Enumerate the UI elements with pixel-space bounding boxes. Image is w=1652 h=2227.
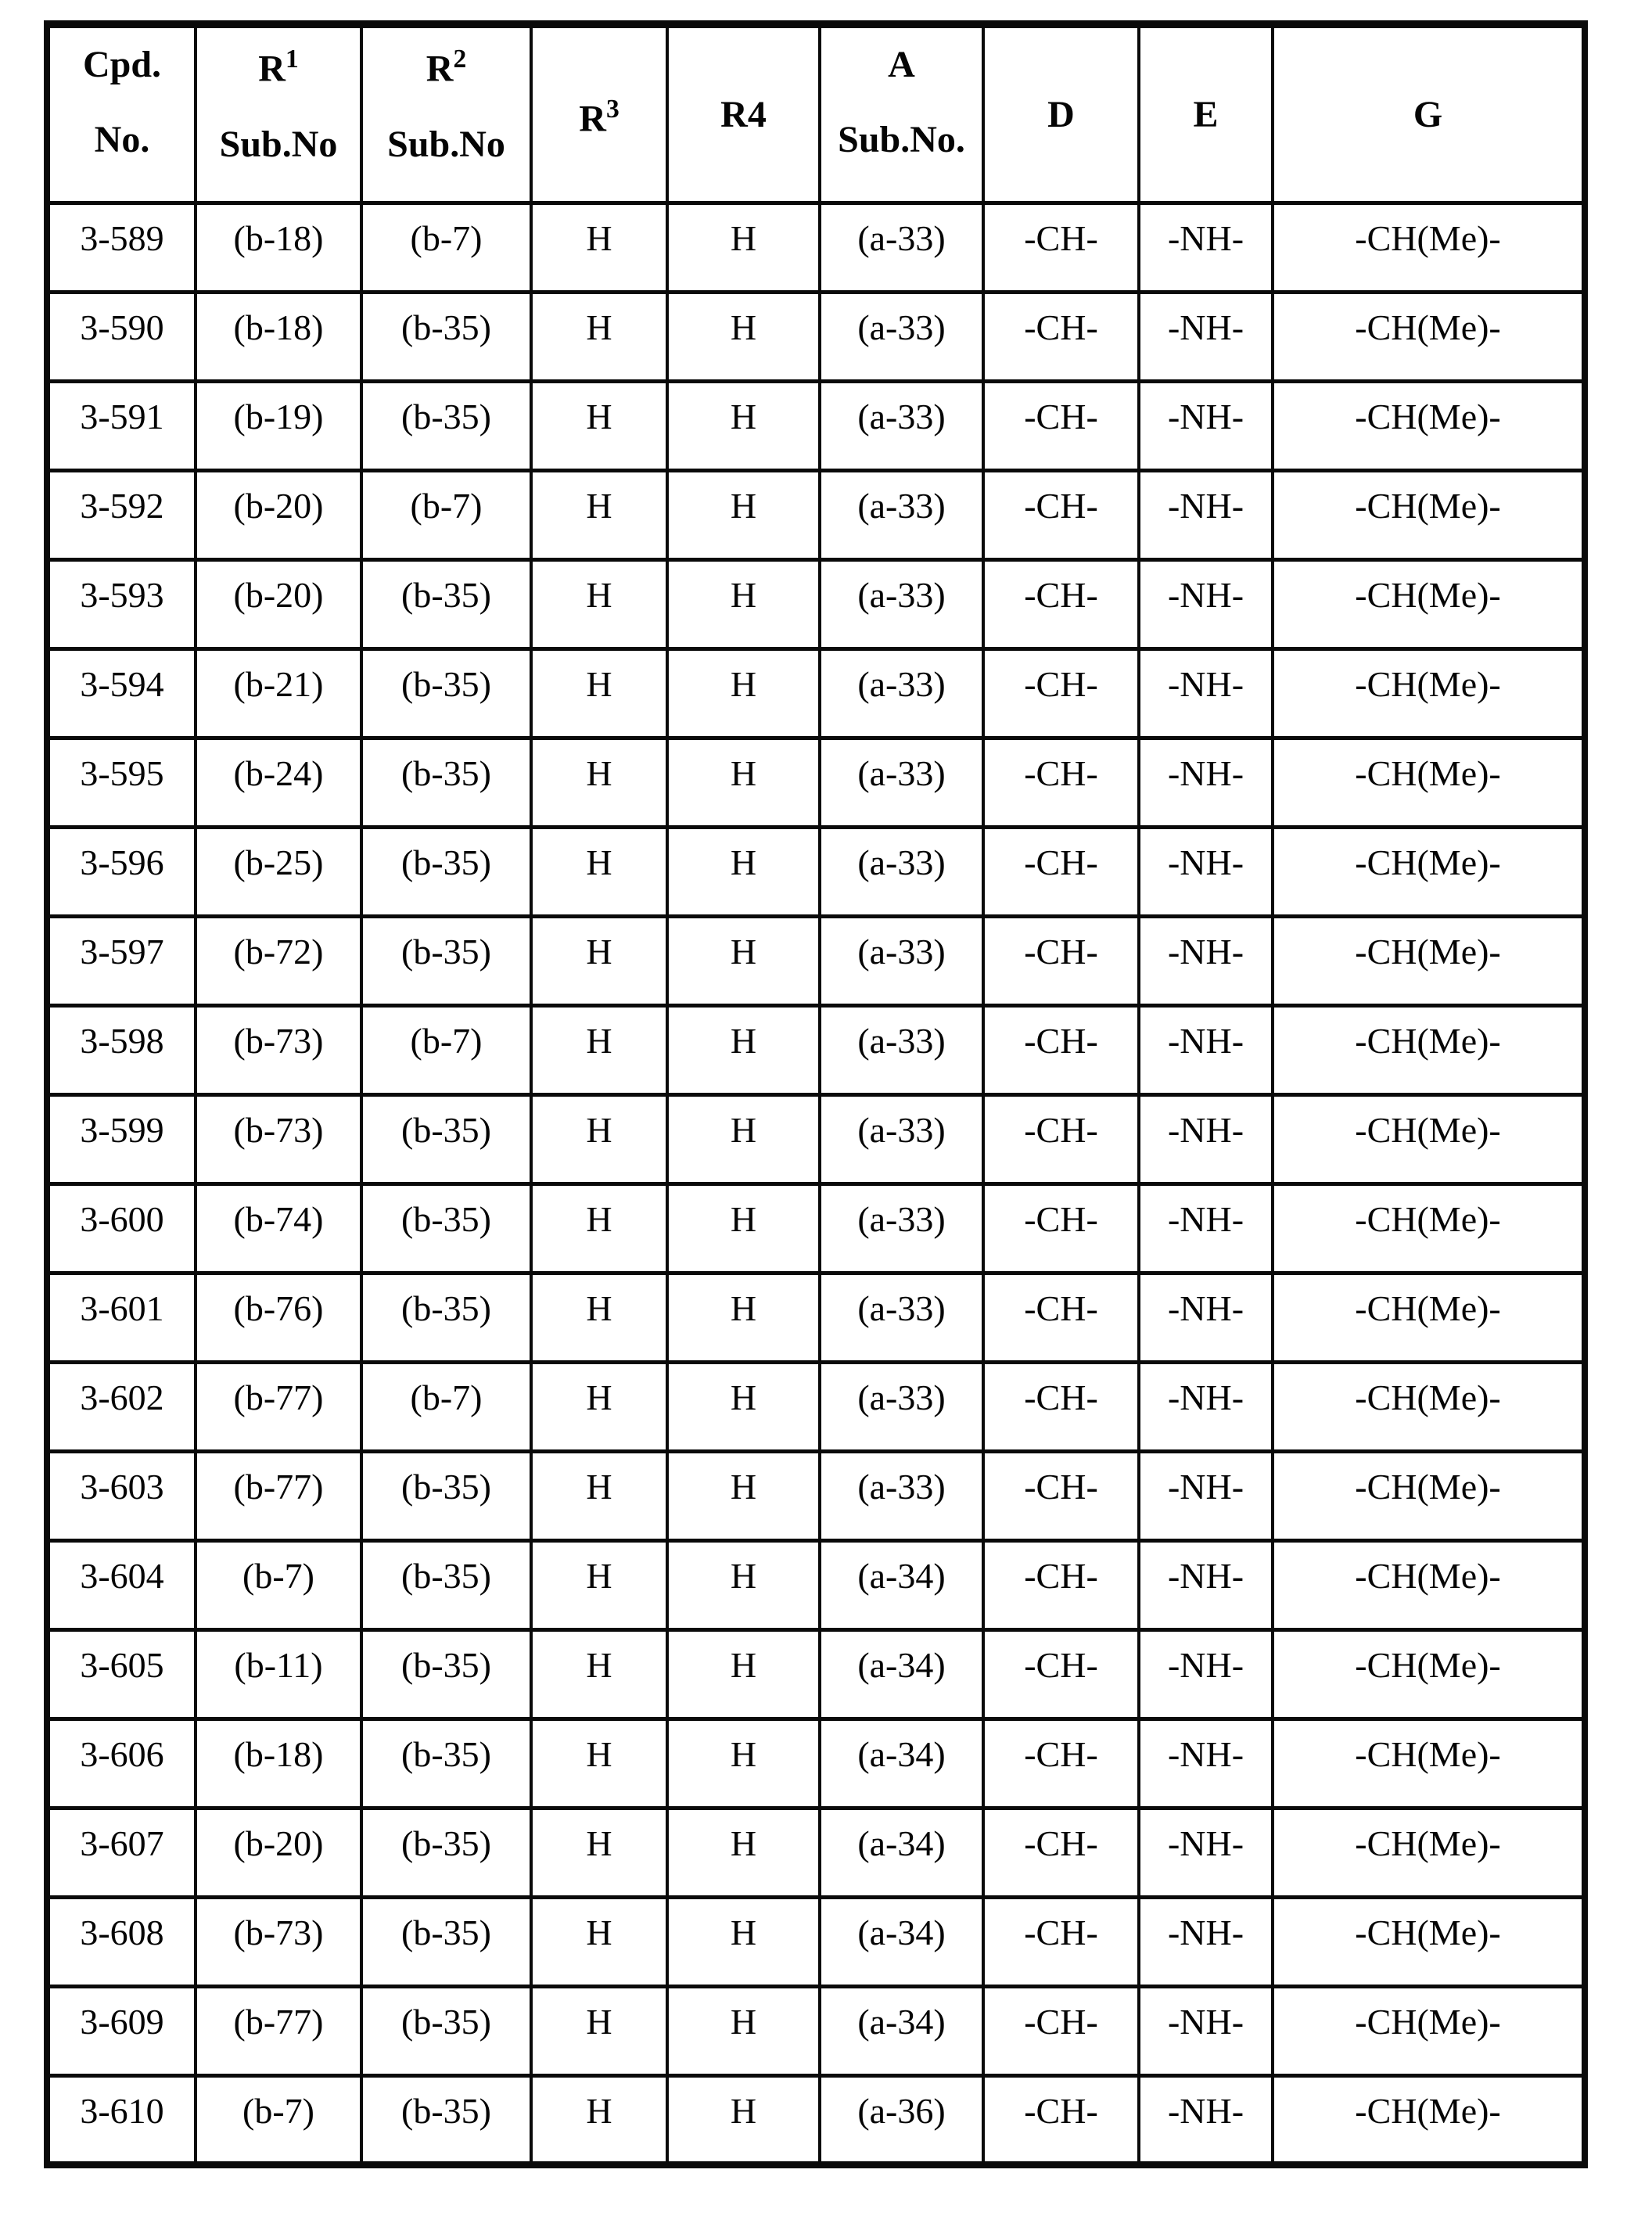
cell-d: -CH- xyxy=(983,1719,1139,1808)
cell-r2-sub-no: (b-7) xyxy=(361,203,531,292)
cell-cpd-no: 3-606 xyxy=(47,1719,196,1808)
header-line2: Sub.No xyxy=(219,123,338,165)
cell-g: -CH(Me)- xyxy=(1273,1719,1585,1808)
cell-g: -CH(Me)- xyxy=(1273,381,1585,470)
cell-d: -CH- xyxy=(983,1094,1139,1184)
cell-r2-sub-no: (b-7) xyxy=(361,470,531,559)
table-row xyxy=(47,1986,1585,2075)
cell-r2-sub-no: (b-35) xyxy=(361,1897,531,1986)
cell-a-sub-no: (a-34) xyxy=(820,1808,983,1897)
cell-e: -NH- xyxy=(1139,1986,1273,2075)
header-line1 xyxy=(1275,95,1581,135)
cell-g: -CH(Me)- xyxy=(1273,1808,1585,1897)
cell-d: -CH- xyxy=(983,381,1139,470)
header-label-text: R4 xyxy=(720,94,767,135)
cell-e: -NH- xyxy=(1139,916,1273,1005)
cell-g: -CH(Me)- xyxy=(1273,2075,1585,2164)
table-row xyxy=(47,827,1585,916)
cell-d: -CH- xyxy=(983,1184,1139,1273)
header-line1 xyxy=(670,95,817,135)
cell-r3: H xyxy=(531,470,667,559)
table-row xyxy=(47,1362,1585,1451)
cell-r2-sub-no: (b-7) xyxy=(361,1362,531,1451)
cell-r4: H xyxy=(667,1629,820,1719)
cell-cpd-no: 3-605 xyxy=(47,1629,196,1719)
cell-r4: H xyxy=(667,1540,820,1629)
header-label-text: Cpd. xyxy=(82,44,162,85)
cell-r1-sub-no: (b-73) xyxy=(196,1094,361,1184)
cell-r4: H xyxy=(667,470,820,559)
header-superscript: 3 xyxy=(605,95,620,124)
cell-cpd-no: 3-610 xyxy=(47,2075,196,2164)
cell-a-sub-no: (a-33) xyxy=(820,1005,983,1094)
cell-r1-sub-no: (b-72) xyxy=(196,916,361,1005)
cell-r2-sub-no: (b-35) xyxy=(361,559,531,648)
table-row xyxy=(47,381,1585,470)
cell-r3: H xyxy=(531,1629,667,1719)
cell-d: -CH- xyxy=(983,1986,1139,2075)
cell-cpd-no: 3-592 xyxy=(47,470,196,559)
col-header-cpd-no xyxy=(47,24,196,203)
cell-r4: H xyxy=(667,1451,820,1540)
header-line1 xyxy=(51,45,193,84)
table-row xyxy=(47,1897,1585,1986)
cell-d: -CH- xyxy=(983,1540,1139,1629)
col-header-e xyxy=(1139,24,1273,203)
cell-g: -CH(Me)- xyxy=(1273,470,1585,559)
col-header-r2-sub-no xyxy=(361,24,531,203)
header-line1 xyxy=(198,45,359,89)
cell-cpd-no: 3-608 xyxy=(47,1897,196,1986)
cell-r2-sub-no: (b-35) xyxy=(361,381,531,470)
cell-d: -CH- xyxy=(983,1808,1139,1897)
cell-a-sub-no: (a-33) xyxy=(820,292,983,381)
cell-g: -CH(Me)- xyxy=(1273,559,1585,648)
cell-r3: H xyxy=(531,292,667,381)
cell-r1-sub-no: (b-24) xyxy=(196,738,361,827)
cell-d: -CH- xyxy=(983,738,1139,827)
cell-cpd-no: 3-599 xyxy=(47,1094,196,1184)
table-row xyxy=(47,1808,1585,1897)
cell-r1-sub-no: (b-73) xyxy=(196,1897,361,1986)
table-row xyxy=(47,648,1585,738)
cell-r4: H xyxy=(667,381,820,470)
cell-r3: H xyxy=(531,2075,667,2164)
cell-r3: H xyxy=(531,827,667,916)
cell-d: -CH- xyxy=(983,1451,1139,1540)
header-label-text: R xyxy=(579,98,606,140)
cell-r2-sub-no: (b-35) xyxy=(361,1184,531,1273)
cell-e: -NH- xyxy=(1139,2075,1273,2164)
cell-e: -NH- xyxy=(1139,648,1273,738)
col-header-g xyxy=(1273,24,1585,203)
table-row xyxy=(47,203,1585,292)
cell-g: -CH(Me)- xyxy=(1273,1451,1585,1540)
cell-a-sub-no: (a-33) xyxy=(820,1273,983,1362)
cell-r1-sub-no: (b-19) xyxy=(196,381,361,470)
cell-r4: H xyxy=(667,203,820,292)
cell-a-sub-no: (a-33) xyxy=(820,916,983,1005)
cell-e: -NH- xyxy=(1139,1897,1273,1986)
cell-e: -NH- xyxy=(1139,1540,1273,1629)
cell-r1-sub-no: (b-77) xyxy=(196,1986,361,2075)
cell-e: -NH- xyxy=(1139,1808,1273,1897)
cell-r2-sub-no: (b-35) xyxy=(361,1094,531,1184)
cell-r1-sub-no: (b-73) xyxy=(196,1005,361,1094)
cell-r1-sub-no: (b-20) xyxy=(196,559,361,648)
cell-r1-sub-no: (b-77) xyxy=(196,1451,361,1540)
table-body xyxy=(47,203,1585,2164)
cell-r1-sub-no: (b-20) xyxy=(196,1808,361,1897)
table-row xyxy=(47,2075,1585,2164)
cell-g: -CH(Me)- xyxy=(1273,203,1585,292)
table-row xyxy=(47,1629,1585,1719)
cell-r3: H xyxy=(531,1808,667,1897)
cell-r4: H xyxy=(667,1005,820,1094)
col-header-r4 xyxy=(667,24,820,203)
cell-r1-sub-no: (b-77) xyxy=(196,1362,361,1451)
table-row xyxy=(47,559,1585,648)
cell-a-sub-no: (a-33) xyxy=(820,1362,983,1451)
cell-r4: H xyxy=(667,1094,820,1184)
compound-table xyxy=(44,20,1588,2168)
cell-r1-sub-no: (b-7) xyxy=(196,2075,361,2164)
cell-d: -CH- xyxy=(983,292,1139,381)
header-line2: Sub.No xyxy=(387,123,505,165)
cell-cpd-no: 3-609 xyxy=(47,1986,196,2075)
cell-g: -CH(Me)- xyxy=(1273,1986,1585,2075)
header-row xyxy=(47,24,1585,203)
cell-e: -NH- xyxy=(1139,1005,1273,1094)
cell-a-sub-no: (a-34) xyxy=(820,1719,983,1808)
cell-cpd-no: 3-596 xyxy=(47,827,196,916)
cell-e: -NH- xyxy=(1139,827,1273,916)
cell-g: -CH(Me)- xyxy=(1273,827,1585,916)
header-label-text: G xyxy=(1413,94,1443,135)
cell-e: -NH- xyxy=(1139,1362,1273,1451)
cell-a-sub-no: (a-33) xyxy=(820,1184,983,1273)
cell-r1-sub-no: (b-18) xyxy=(196,203,361,292)
cell-cpd-no: 3-607 xyxy=(47,1808,196,1897)
table-row xyxy=(47,738,1585,827)
cell-r4: H xyxy=(667,292,820,381)
cell-e: -NH- xyxy=(1139,559,1273,648)
cell-d: -CH- xyxy=(983,470,1139,559)
cell-r1-sub-no: (b-74) xyxy=(196,1184,361,1273)
cell-a-sub-no: (a-33) xyxy=(820,1094,983,1184)
cell-r1-sub-no: (b-20) xyxy=(196,470,361,559)
cell-cpd-no: 3-602 xyxy=(47,1362,196,1451)
cell-r2-sub-no: (b-7) xyxy=(361,1005,531,1094)
cell-r4: H xyxy=(667,1184,820,1273)
cell-cpd-no: 3-590 xyxy=(47,292,196,381)
cell-r1-sub-no: (b-21) xyxy=(196,648,361,738)
header-line1 xyxy=(364,45,529,89)
header-line1 xyxy=(822,45,981,84)
cell-d: -CH- xyxy=(983,1362,1139,1451)
cell-a-sub-no: (a-33) xyxy=(820,203,983,292)
header-superscript: 2 xyxy=(453,45,467,74)
cell-r2-sub-no: (b-35) xyxy=(361,1451,531,1540)
cell-e: -NH- xyxy=(1139,470,1273,559)
cell-r4: H xyxy=(667,1808,820,1897)
cell-cpd-no: 3-603 xyxy=(47,1451,196,1540)
cell-a-sub-no: (a-33) xyxy=(820,648,983,738)
header-line2: Sub.No. xyxy=(838,119,965,161)
cell-r4: H xyxy=(667,559,820,648)
header-line2: No. xyxy=(94,119,150,161)
cell-g: -CH(Me)- xyxy=(1273,292,1585,381)
table-row xyxy=(47,1451,1585,1540)
cell-r2-sub-no: (b-35) xyxy=(361,827,531,916)
cell-r3: H xyxy=(531,916,667,1005)
cell-cpd-no: 3-598 xyxy=(47,1005,196,1094)
cell-r3: H xyxy=(531,1273,667,1362)
cell-r2-sub-no: (b-35) xyxy=(361,292,531,381)
cell-r3: H xyxy=(531,1094,667,1184)
cell-d: -CH- xyxy=(983,1629,1139,1719)
col-header-r3 xyxy=(531,24,667,203)
cell-r1-sub-no: (b-18) xyxy=(196,1719,361,1808)
cell-e: -NH- xyxy=(1139,738,1273,827)
cell-r2-sub-no: (b-35) xyxy=(361,1629,531,1719)
header-label-text: D xyxy=(1047,94,1075,135)
header-superscript: 1 xyxy=(285,45,299,74)
cell-r3: H xyxy=(531,203,667,292)
cell-g: -CH(Me)- xyxy=(1273,1629,1585,1719)
cell-cpd-no: 3-595 xyxy=(47,738,196,827)
cell-r2-sub-no: (b-35) xyxy=(361,1808,531,1897)
cell-a-sub-no: (a-33) xyxy=(820,559,983,648)
cell-r1-sub-no: (b-11) xyxy=(196,1629,361,1719)
header-label-text: E xyxy=(1193,94,1219,135)
cell-g: -CH(Me)- xyxy=(1273,1005,1585,1094)
table-row xyxy=(47,1273,1585,1362)
cell-g: -CH(Me)- xyxy=(1273,1273,1585,1362)
cell-cpd-no: 3-601 xyxy=(47,1273,196,1362)
header-line1 xyxy=(1141,95,1270,135)
table-row xyxy=(47,1719,1585,1808)
cell-r4: H xyxy=(667,1273,820,1362)
cell-g: -CH(Me)- xyxy=(1273,1897,1585,1986)
cell-a-sub-no: (a-36) xyxy=(820,2075,983,2164)
cell-r3: H xyxy=(531,648,667,738)
col-header-d xyxy=(983,24,1139,203)
cell-r3: H xyxy=(531,1362,667,1451)
cell-e: -NH- xyxy=(1139,1184,1273,1273)
table-row xyxy=(47,1005,1585,1094)
cell-g: -CH(Me)- xyxy=(1273,1094,1585,1184)
cell-g: -CH(Me)- xyxy=(1273,1540,1585,1629)
header-line1 xyxy=(986,95,1137,135)
cell-r4: H xyxy=(667,648,820,738)
cell-d: -CH- xyxy=(983,2075,1139,2164)
cell-e: -NH- xyxy=(1139,1094,1273,1184)
cell-r3: H xyxy=(531,738,667,827)
cell-a-sub-no: (a-34) xyxy=(820,1986,983,2075)
cell-g: -CH(Me)- xyxy=(1273,648,1585,738)
cell-r3: H xyxy=(531,559,667,648)
table-row xyxy=(47,1094,1585,1184)
cell-cpd-no: 3-597 xyxy=(47,916,196,1005)
header-label-text: R xyxy=(258,48,286,90)
cell-d: -CH- xyxy=(983,1273,1139,1362)
cell-g: -CH(Me)- xyxy=(1273,738,1585,827)
cell-g: -CH(Me)- xyxy=(1273,1184,1585,1273)
cell-cpd-no: 3-600 xyxy=(47,1184,196,1273)
header-label-text: A xyxy=(888,44,915,85)
cell-a-sub-no: (a-34) xyxy=(820,1897,983,1986)
cell-e: -NH- xyxy=(1139,292,1273,381)
cell-r2-sub-no: (b-35) xyxy=(361,1273,531,1362)
cell-r2-sub-no: (b-35) xyxy=(361,1719,531,1808)
cell-cpd-no: 3-589 xyxy=(47,203,196,292)
cell-r3: H xyxy=(531,1451,667,1540)
cell-a-sub-no: (a-33) xyxy=(820,381,983,470)
table-row xyxy=(47,1540,1585,1629)
cell-cpd-no: 3-591 xyxy=(47,381,196,470)
table-row xyxy=(47,292,1585,381)
cell-r1-sub-no: (b-18) xyxy=(196,292,361,381)
cell-d: -CH- xyxy=(983,203,1139,292)
col-header-a-sub-no xyxy=(820,24,983,203)
cell-a-sub-no: (a-33) xyxy=(820,470,983,559)
cell-d: -CH- xyxy=(983,559,1139,648)
cell-r2-sub-no: (b-35) xyxy=(361,1540,531,1629)
cell-e: -NH- xyxy=(1139,203,1273,292)
col-header-r1-sub-no xyxy=(196,24,361,203)
cell-a-sub-no: (a-33) xyxy=(820,827,983,916)
table-row xyxy=(47,916,1585,1005)
cell-cpd-no: 3-594 xyxy=(47,648,196,738)
cell-r3: H xyxy=(531,1986,667,2075)
cell-e: -NH- xyxy=(1139,381,1273,470)
cell-e: -NH- xyxy=(1139,1629,1273,1719)
cell-r3: H xyxy=(531,381,667,470)
cell-r3: H xyxy=(531,1005,667,1094)
cell-a-sub-no: (a-33) xyxy=(820,1451,983,1540)
cell-r4: H xyxy=(667,1986,820,2075)
cell-r4: H xyxy=(667,738,820,827)
cell-d: -CH- xyxy=(983,827,1139,916)
cell-a-sub-no: (a-34) xyxy=(820,1540,983,1629)
cell-r2-sub-no: (b-35) xyxy=(361,2075,531,2164)
cell-r4: H xyxy=(667,1897,820,1986)
cell-e: -NH- xyxy=(1139,1451,1273,1540)
cell-cpd-no: 3-604 xyxy=(47,1540,196,1629)
cell-r2-sub-no: (b-35) xyxy=(361,738,531,827)
cell-r3: H xyxy=(531,1540,667,1629)
cell-g: -CH(Me)- xyxy=(1273,1362,1585,1451)
cell-a-sub-no: (a-33) xyxy=(820,738,983,827)
cell-r2-sub-no: (b-35) xyxy=(361,916,531,1005)
cell-r3: H xyxy=(531,1719,667,1808)
cell-r2-sub-no: (b-35) xyxy=(361,648,531,738)
cell-cpd-no: 3-593 xyxy=(47,559,196,648)
header-label-text: R xyxy=(426,48,454,90)
cell-r4: H xyxy=(667,827,820,916)
cell-r4: H xyxy=(667,1719,820,1808)
cell-r4: H xyxy=(667,2075,820,2164)
cell-d: -CH- xyxy=(983,916,1139,1005)
cell-r1-sub-no: (b-7) xyxy=(196,1540,361,1629)
table-row xyxy=(47,1184,1585,1273)
cell-d: -CH- xyxy=(983,1005,1139,1094)
cell-r3: H xyxy=(531,1897,667,1986)
cell-r4: H xyxy=(667,1362,820,1451)
cell-r3: H xyxy=(531,1184,667,1273)
cell-r4: H xyxy=(667,916,820,1005)
cell-d: -CH- xyxy=(983,1897,1139,1986)
cell-a-sub-no: (a-34) xyxy=(820,1629,983,1719)
cell-e: -NH- xyxy=(1139,1273,1273,1362)
cell-e: -NH- xyxy=(1139,1719,1273,1808)
cell-r1-sub-no: (b-76) xyxy=(196,1273,361,1362)
cell-d: -CH- xyxy=(983,648,1139,738)
table-row xyxy=(47,470,1585,559)
cell-r1-sub-no: (b-25) xyxy=(196,827,361,916)
cell-r2-sub-no: (b-35) xyxy=(361,1986,531,2075)
cell-g: -CH(Me)- xyxy=(1273,916,1585,1005)
header-line1 xyxy=(533,95,665,139)
table-header xyxy=(47,24,1585,203)
